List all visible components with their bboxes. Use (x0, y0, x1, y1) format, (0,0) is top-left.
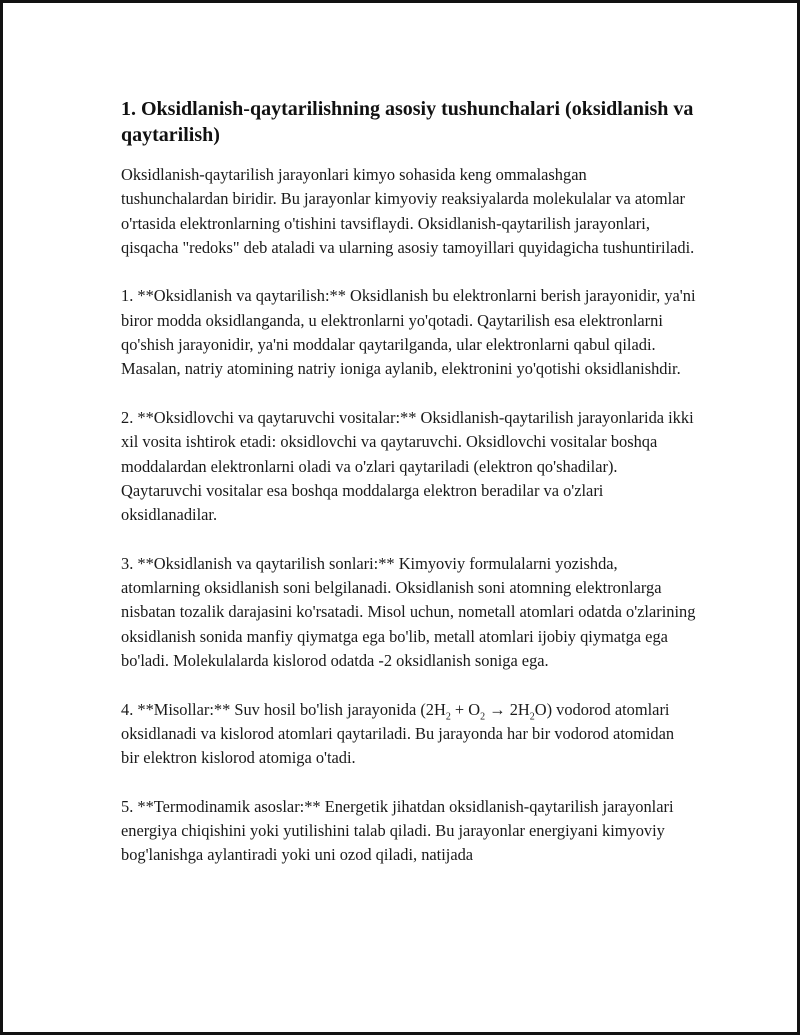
item-4-plus: + O (450, 699, 481, 719)
subscript-o2: 2 (480, 710, 486, 722)
item-4-arrow: → 2H (485, 699, 530, 719)
subscript-h2: 2 (445, 710, 451, 722)
paragraph-item-1: 1. **Oksidlanish va qaytarilish:** Oksidlanish bu elektronlarni berish jarayonidir, ya'ni biror modda oksidlanganda, u elektronlarni yo'qotadi. Qaytarilish esa elektronlarni qo'shish jarayonidir, ya'ni moddalar qaytarilganda, ular elektronlarni qabul qiladi. Masalan, natriy atomining natriy ioniga aylanib, elektronini yo'qotishi oksidlanishdir. (121, 286, 696, 379)
document-content (121, 96, 696, 892)
intro-paragraph: Oksidlanish-qaytarilish jarayonlari kimyo sohasida keng ommalashgan tushunchalardan biridir. Bu jarayonlar kimyoviy reaksiyalarda molekulalar va atomlar o'rtasida elektronlarning o'tishini tavsiflaydi. Oksidlanish-qaytarilish jarayonlari, qisqacha "redoks" deb ataladi va ularning asosiy tamoyillari quyidagicha tushuntiriladi. (121, 165, 695, 257)
subscript-h2o: 2 (529, 710, 535, 722)
paragraph-item-2: 2. **Oksidlovchi va qaytaruvchi vositalar:** Oksidlanish-qaytarilish jarayonlarida ikki xil vosita ishtirok etadi: oksidlovchi va qaytaruvchi. Oksidlovchi vositalar boshqa moddalardan elektronlarni oladi va o'zlari qaytariladi (elektron qo'shadilar). Qaytaruvchi vositalar esa boshqa moddalarga elektron beradilar va o'zlari oksidlanadilar. (121, 407, 694, 525)
item-4-text-after: O) vodorod atomlari oksidlanadi va kislorod atomlari qaytariladi. Bu jarayonda har bir vodorod atomidan bir elektron kislorod atomiga o'tadi. (121, 699, 675, 768)
paragraph-item-3: 3. **Oksidlanish va qaytarilish sonlari:** Kimyoviy formulalarni yozishda, atomlarning oksidlanish soni belgilanadi. Oksidlanish soni atomning elektronlarga nisbatan tozalik darajasini ko'rsatadi. Misol uchun, nometall atomlari odatda o'zlarining oksidlanish sonida manfiy qiymatga ega bo'lib, metall atomlari ijobiy qiymatga ega bo'ladi. Molekulalarda kislorod odatda -2 oksidlanish soniga ega. (121, 553, 696, 670)
paragraph-item-4 (121, 698, 696, 771)
item-4-text-before: 4. **Misollar:** Suv hosil bo'lish jarayonida (2H (121, 699, 446, 719)
paragraph-item-5: 5. **Termodinamik asoslar:** Energetik jihatdan oksidlanish-qaytarilish jarayonlari energiya chiqishini yoki yutilishini talab qiladi. Bu jarayonlar energiyani kimyoviy bog'lanishga aylantiradi yoki uni ozod qiladi, natijada (121, 796, 674, 865)
section-heading: 1. Oksidlanish-qaytarilishning asosiy tushunchalari (oksidlanish va qaytarilish) (121, 98, 694, 146)
